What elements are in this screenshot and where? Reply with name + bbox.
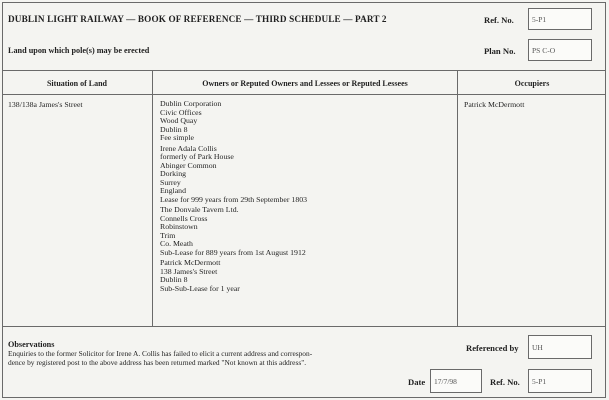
owner-entry-line: Robinstown — [160, 222, 198, 231]
owner-entry — [160, 100, 307, 143]
owner-entry-line: formerly of Park House — [160, 152, 234, 161]
column-divider-2 — [457, 70, 458, 326]
owner-entry-line: 138 James's Street — [160, 266, 218, 276]
footer-ref-no-field: 5-P1 — [528, 369, 592, 393]
owner-entry-line: Co. Meath — [160, 239, 193, 248]
owner-entry-line: Lease for 999 years from 29th September 1803 — [160, 194, 308, 204]
ref-no-field: 5-P1 — [528, 8, 592, 30]
owner-entry-line: Connells Cross — [160, 213, 208, 223]
date-label: Date — [408, 377, 426, 387]
document-title: DUBLIN LIGHT RAILWAY — BOOK OF REFERENCE — THIRD SCHEDULE — PART 2 — [8, 14, 387, 24]
header-bottom-rule — [2, 94, 606, 95]
owner-entry-line: Patrick McDermott — [160, 258, 221, 267]
plan-no-field: PS C-O — [528, 39, 592, 61]
header-owners: Owners or Reputed Owners and Lessees or Reputed Lessees — [202, 78, 408, 88]
observations-text — [8, 350, 312, 368]
referenced-by-label: Referenced by — [466, 343, 519, 353]
ref-no-label: Ref. No. — [484, 15, 514, 25]
owner-entry-line: Civic Offices — [160, 107, 202, 117]
date-field: 17/7/98 — [430, 369, 482, 393]
referenced-by-field: UH — [528, 335, 592, 359]
table-top-rule — [2, 70, 606, 71]
observations-label: Observations — [8, 340, 55, 349]
owner-entry-line: Trim — [160, 230, 176, 240]
observations-line: Enquiries to the former Solicitor for Irene A. Collis has failed to elicit a current address and correspon- — [8, 349, 313, 358]
occupiers-cell: Patrick McDermott — [464, 100, 525, 109]
owners-cell — [160, 100, 307, 295]
observations-line: dence by registered post to the above address has been returned marked "Not known at this address". — [8, 357, 307, 367]
owner-entry-line: Fee simple — [160, 133, 194, 142]
owner-entry-line: Sub-Sub-Lease for 1 year — [160, 283, 240, 293]
owner-entry-line: Dublin 8 — [160, 124, 188, 134]
owner-entry — [160, 259, 307, 293]
owner-entry-line: England — [160, 186, 186, 195]
header-situation-of-land: Situation of Land — [46, 78, 108, 88]
owner-entry-line: Abinger Common — [160, 160, 217, 170]
header-occupiers: Occupiers — [514, 78, 550, 88]
owner-entry — [160, 145, 307, 205]
owner-entry-line: The Donvale Tavern Ltd. — [160, 205, 239, 214]
owner-entry-line: Irene Adala Collis — [160, 143, 217, 153]
situation-of-land-cell: 138/138a James's Street — [8, 100, 83, 109]
footer-ref-no-label: Ref. No. — [490, 377, 520, 387]
column-divider-1 — [152, 70, 153, 326]
table-bottom-rule — [2, 326, 606, 327]
owner-entry-line: Dorking — [160, 169, 186, 178]
owner-entry-line: Wood Quay — [160, 116, 198, 125]
owner-entry — [160, 206, 307, 257]
owner-entry-line: Dublin 8 — [160, 275, 188, 284]
owner-entry-line: Surrey — [160, 177, 181, 187]
document-subtitle: Land upon which pole(s) may be erected — [8, 46, 150, 55]
plan-no-label: Plan No. — [484, 46, 516, 56]
owner-entry-line: Sub-Lease for 889 years from 1st August 1912 — [160, 247, 306, 257]
owner-entry-line: Dublin Corporation — [160, 99, 222, 108]
